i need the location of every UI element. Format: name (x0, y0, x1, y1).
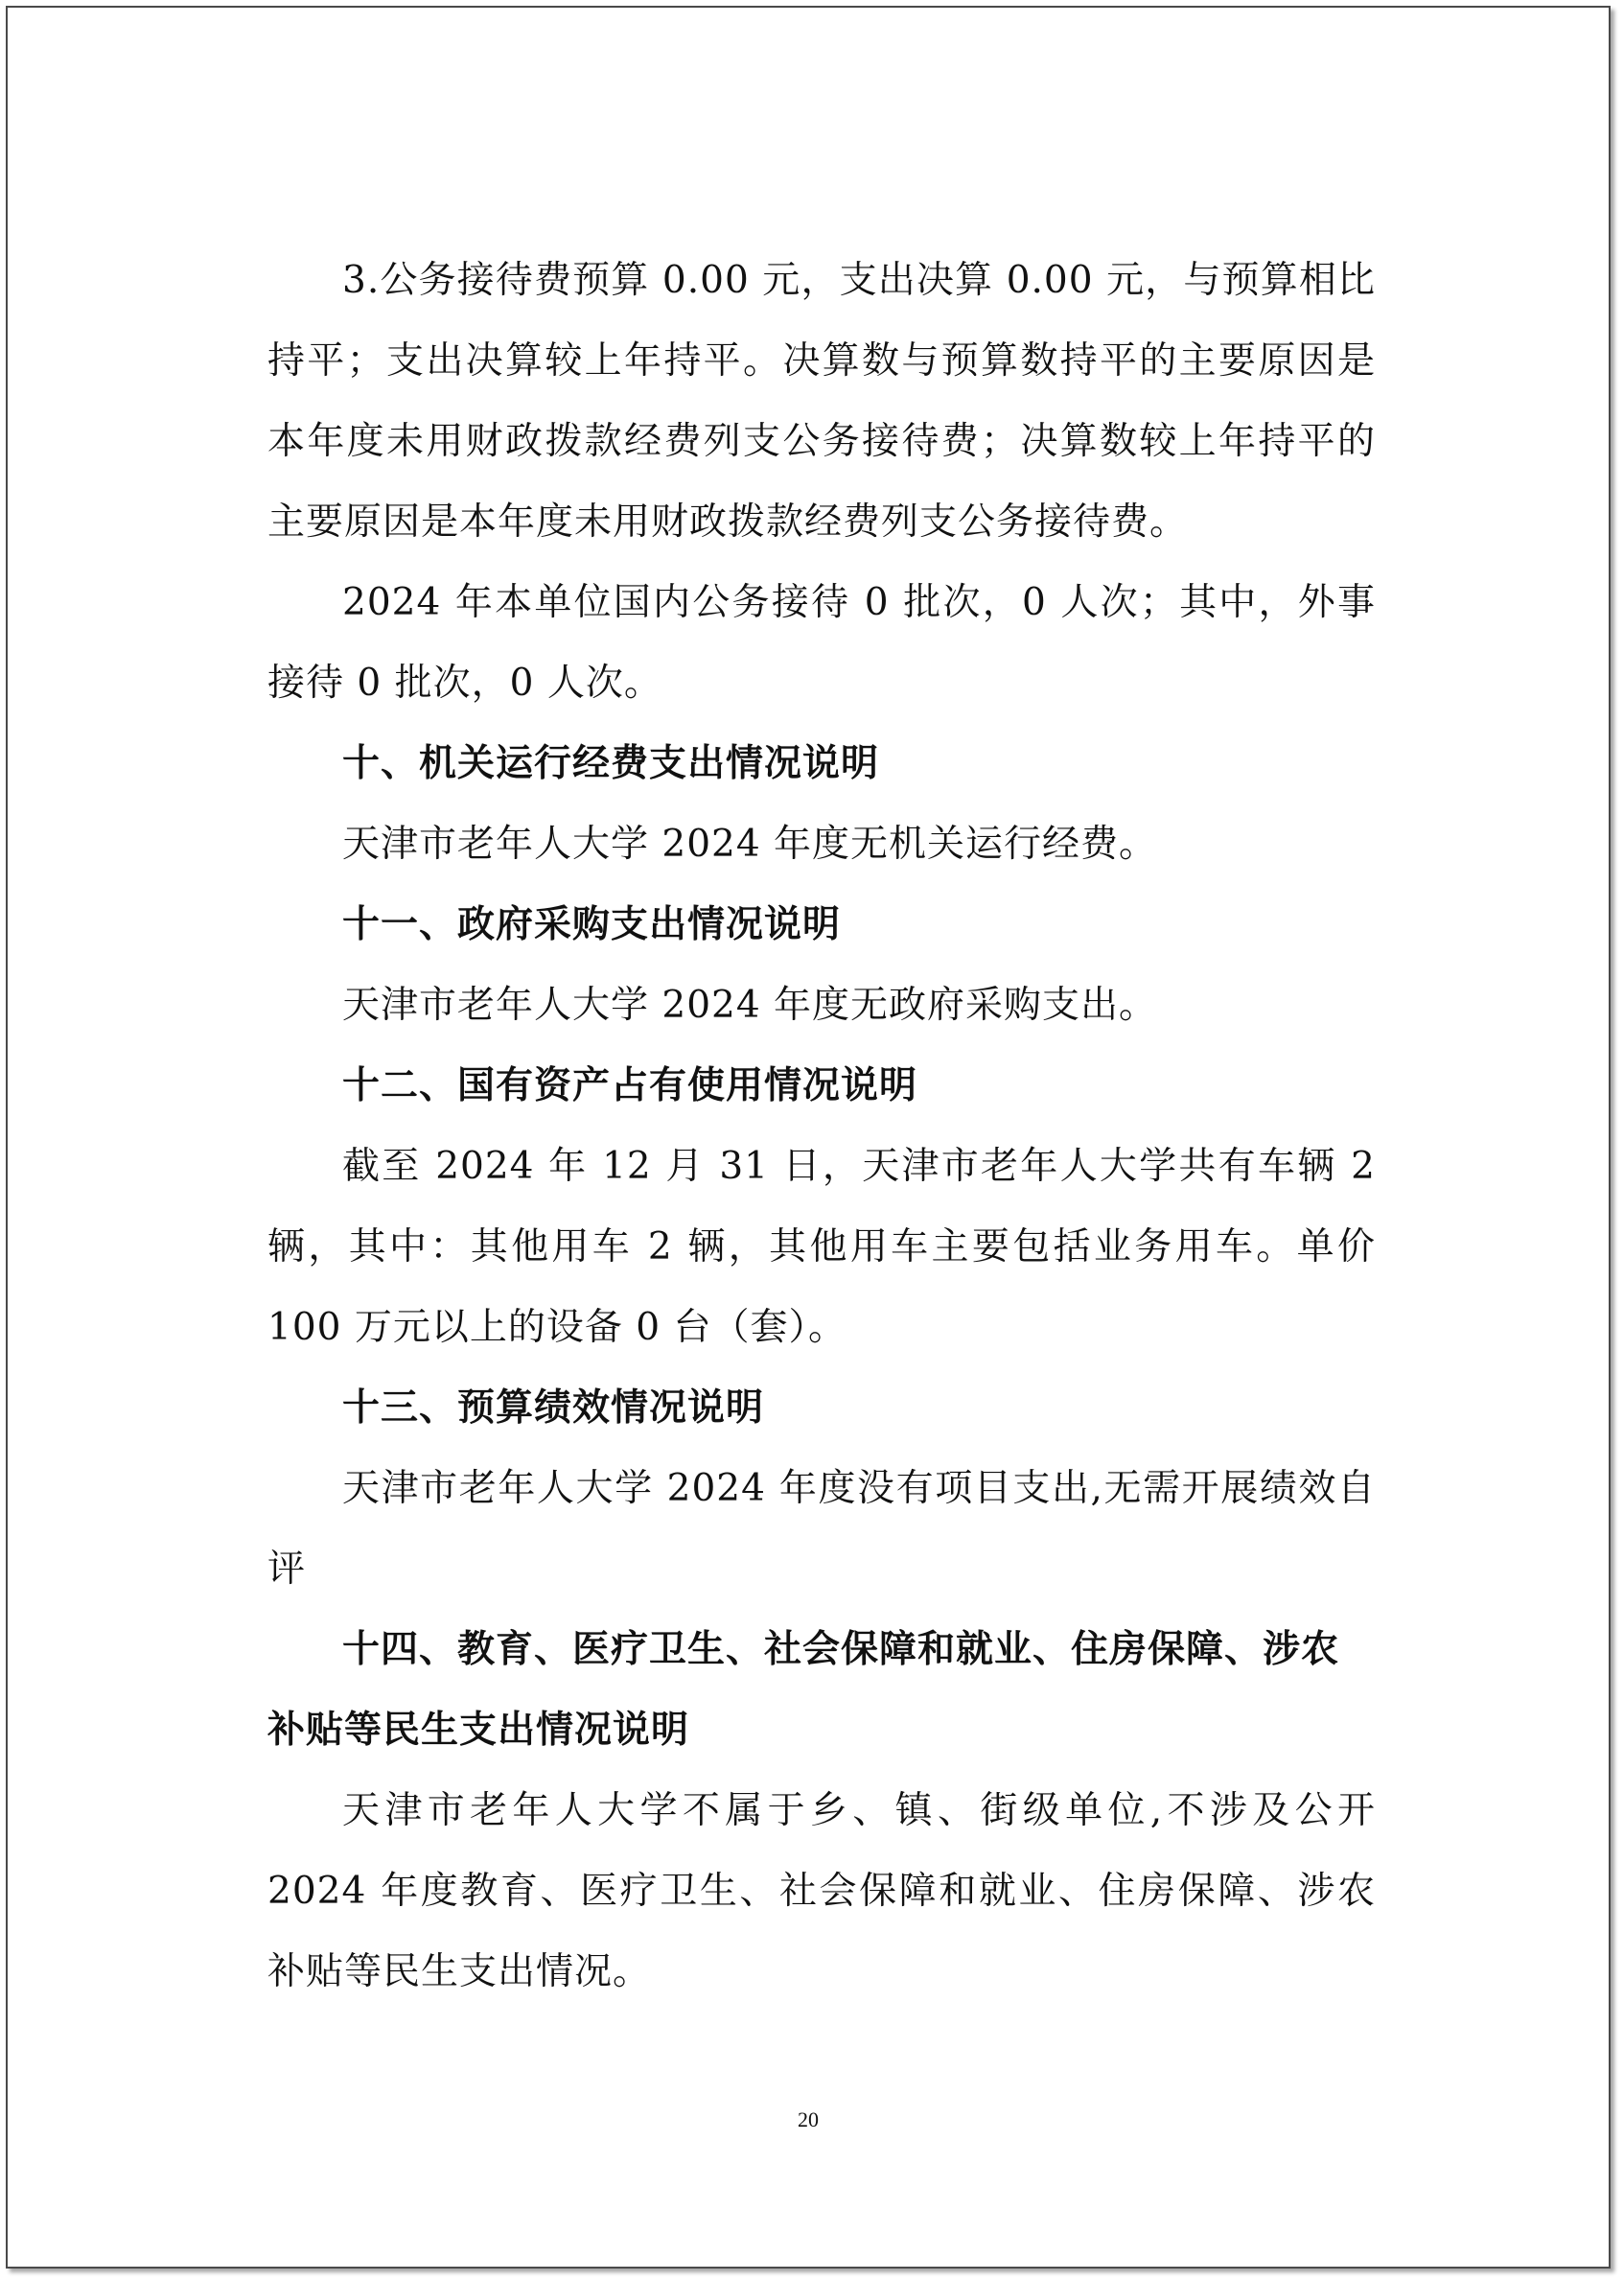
paragraph-livelihood: 天津市老年人大学不属于乡、镇、街级单位,不涉及公开 2024 年度教育、医疗卫生、社会保障和就业、住房保障、涉农补贴等民生支出情况。 (267, 1789, 1376, 1993)
section-heading-12: 十二、国有资产占有使用情况说明 (342, 1064, 918, 1107)
paragraph-operating-expenses: 天津市老年人大学 2024 年度无机关运行经费。 (342, 823, 1158, 866)
section-heading-14: 十四、教育、医疗卫生、社会保障和就业、住房保障、涉农补贴等民生支出情况说明 (267, 1628, 1340, 1752)
paragraph-performance: 天津市老年人大学 2024 年度没有项目支出,无需开展绩效自评 (267, 1467, 1376, 1591)
page-number: 20 (798, 2107, 819, 2131)
section-heading-10: 十、机关运行经费支出情况说明 (342, 742, 880, 785)
section-heading-13: 十三、预算绩效情况说明 (342, 1386, 765, 1430)
paragraph-procurement: 天津市老年人大学 2024 年度无政府采购支出。 (342, 984, 1158, 1027)
document-page (6, 6, 1611, 2269)
paragraph-reception-expenses: 3.公务接待费预算 0.00 元，支出决算 0.00 元，与预算相比持平；支出决算较上年持平。决算数与预算数持平的主要原因是本年度未用财政拨款经费列支公务接待费；决算数较上年持平的主要原因是本年度未用财政拨款经费列支公务接待费。 (267, 259, 1376, 544)
paragraph-assets: 截至 2024 年 12 月 31 日，天津市老年人大学共有车辆 2 辆，其中：其他用车 2 辆，其他用车主要包括业务用车。单价 100 万元以上的设备 0 台（套）。 (267, 1145, 1376, 1349)
section-heading-11: 十一、政府采购支出情况说明 (342, 903, 842, 946)
paragraph-reception-count: 2024 年本单位国内公务接待 0 批次，0 人次；其中，外事接待 0 批次，0 人次。 (267, 581, 1376, 705)
document-body (267, 241, 1376, 2013)
